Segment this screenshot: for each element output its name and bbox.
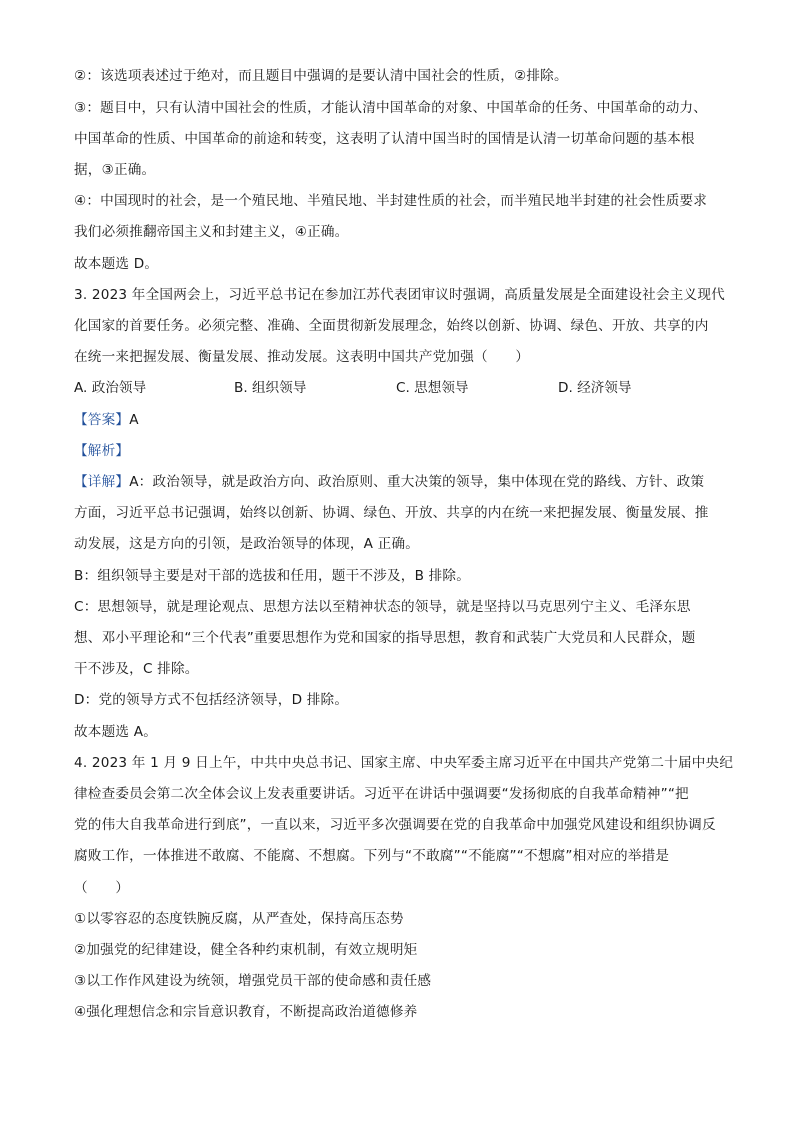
analysis-line-option-2: ②：该选项表述过于绝对，而且题目中强调的是要认清中国社会的性质，②排除。 xyxy=(74,68,568,84)
question-4-blank: （ ） xyxy=(74,880,130,896)
analysis-line-option-3-cont: 中国革命的性质、中国革命的前途和转变，这表明了认清中国当时的国情是认清一切革命问题的基本根 xyxy=(74,131,695,147)
analysis-heading xyxy=(74,441,129,461)
question-3-options xyxy=(74,378,724,398)
detail-tag: 【详解】 xyxy=(74,474,130,490)
question-4-item-4: ④强化理想信念和宗旨意识教育，不断提高政治道德修养 xyxy=(74,1004,418,1020)
question-4-stem: 4. 2023 年 1 月 9 日上午，中共中央总书记、国家主席、中央军委主席习近平在中国共产党第二十届中央纪 xyxy=(74,755,734,771)
answer-tag: 【答案】 xyxy=(74,412,130,428)
question-4-item-2: ②加强党的纪律建设，健全各种约束机制，有效立规明矩 xyxy=(74,942,418,958)
detail-line-a-end: 动发展，这是方向的引领，是政治领导的体现，A 正确。 xyxy=(74,536,420,552)
analysis-tag: 【解析】 xyxy=(74,443,130,459)
conclusion-q2: 故本题选 D。 xyxy=(74,256,159,272)
detail-line-c-end: 干不涉及，C 排除。 xyxy=(74,661,199,677)
answer-line xyxy=(74,410,139,430)
detail-line-a xyxy=(74,472,704,492)
option-c: C. 思想领导 xyxy=(396,380,469,396)
analysis-line-option-3-end: 据，③正确。 xyxy=(74,162,156,178)
conclusion-q3: 故本题选 A。 xyxy=(74,724,157,740)
analysis-line-option-3: ③：题目中，只有认清中国社会的性质，才能认清中国革命的对象、中国革命的任务、中国革命的动力、 xyxy=(74,100,708,116)
question-4-stem-3: 党的伟大自我革命进行到底”，一直以来，习近平多次强调要在党的自我革命中加强党风建设和组织协调反 xyxy=(74,817,716,833)
analysis-line-option-4-end: 我们必须推翻帝国主义和封建主义，④正确。 xyxy=(74,224,349,240)
detail-text-a: A：政治领导，就是政治方向、政治原则、重大决策的领导，集中体现在党的路线、方针、政策 xyxy=(129,474,705,490)
option-a: A. 政治领导 xyxy=(74,380,147,396)
question-4-stem-2: 律检查委员会第二次全体会议上发表重要讲话。习近平在讲话中强调要“发扬彻底的自我革命精神”“把 xyxy=(74,786,689,802)
detail-line-c: C：思想领导，就是理论观点、思想方法以至精神状态的领导，就是坚持以马克思列宁主义、毛泽东思 xyxy=(74,599,691,615)
detail-line-b: B：组织领导主要是对干部的选拔和任用，题干不涉及，B 排除。 xyxy=(74,568,471,584)
option-d: D. 经济领导 xyxy=(558,380,632,396)
question-3-stem-end: 在统一来把握发展、衡量发展、推动发展。这表明中国共产党加强（ ） xyxy=(74,349,530,365)
option-b: B. 组织领导 xyxy=(234,380,307,396)
detail-line-c-cont: 想、邓小平理论和“三个代表”重要思想作为党和国家的指导思想，教育和武装广大党员和人民群众，题 xyxy=(74,630,696,646)
detail-line-a-cont: 方面，习近平总书记强调，始终以创新、协调、绿色、开放、共享的内在统一来把握发展、衡量发展、推 xyxy=(74,505,709,521)
answer-value: A xyxy=(129,412,139,428)
question-4-item-1: ①以零容忍的态度铁腕反腐，从严查处，保持高压态势 xyxy=(74,911,404,927)
question-3-stem-cont: 化国家的首要任务。必须完整、准确、全面贯彻新发展理念，始终以创新、协调、绿色、开放、共享的内 xyxy=(74,318,709,334)
analysis-line-option-4: ④：中国现时的社会，是一个殖民地、半殖民地、半封建性质的社会，而半殖民地半封建的社会性质要求 xyxy=(74,193,708,209)
question-4-item-3: ③以工作作风建设为统领，增强党员干部的使命感和责任感 xyxy=(74,973,432,989)
question-4-stem-4: 腐败工作，一体推进不敢腐、不能腐、不想腐。下列与“不敢腐”“不能腐”“不想腐”相对应的举措是 xyxy=(74,848,670,864)
question-3-stem: 3. 2023 年全国两会上，习近平总书记在参加江苏代表团审议时强调，高质量发展是全面建设社会主义现代 xyxy=(74,287,725,303)
detail-line-d: D：党的领导方式不包括经济领导，D 排除。 xyxy=(74,692,349,708)
